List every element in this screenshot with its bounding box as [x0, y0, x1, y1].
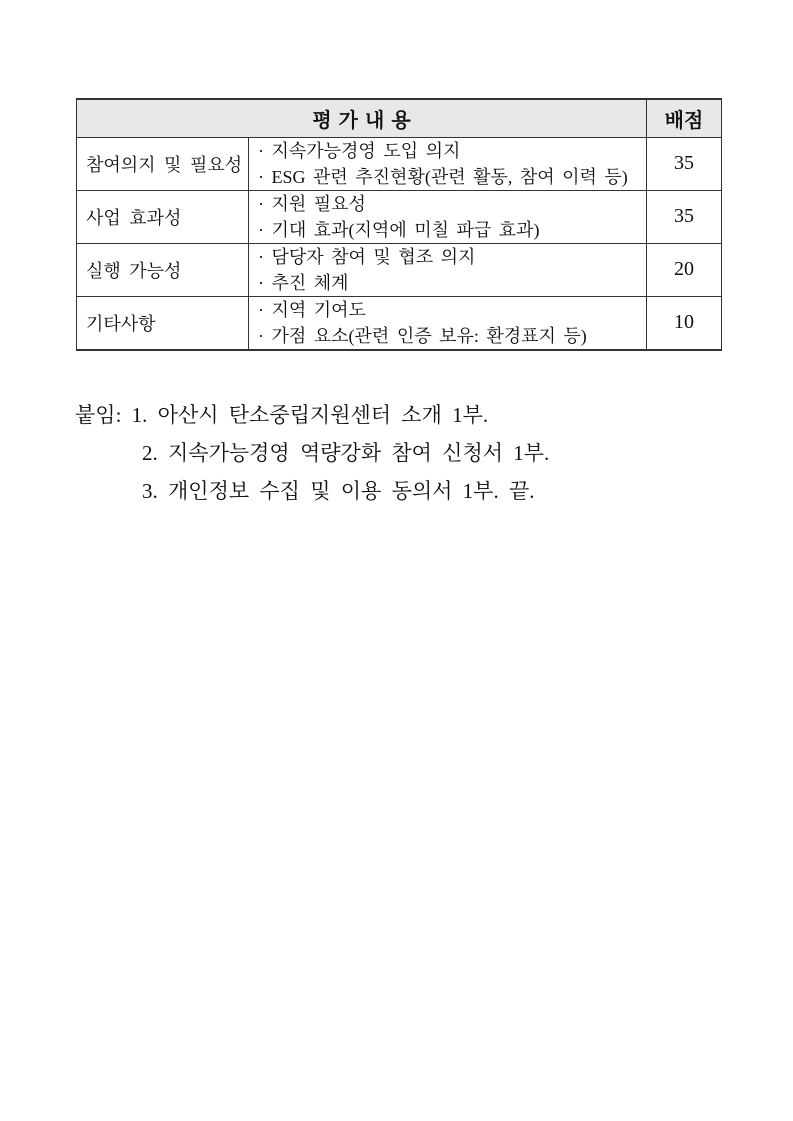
- detail-line: · 가점 요소(관련 인증 보유: 환경표지 등): [258, 325, 587, 346]
- detail-line: · ESG 관련 추진현황(관련 활동, 참여 이력 등): [258, 166, 628, 187]
- table-header-score: 배점: [647, 99, 722, 137]
- details-cell: [249, 137, 647, 190]
- table-row-etc: [77, 296, 722, 350]
- details-cell: [249, 190, 647, 243]
- category-cell: 기타사항: [77, 296, 249, 350]
- detail-line: · 추진 체계: [258, 272, 349, 293]
- details-cell: [249, 296, 647, 350]
- attachment-line-1: 붙임: 1. 아산시 탄소중립지원센터 소개 1부.: [75, 403, 489, 427]
- table-header-row: [77, 99, 722, 137]
- attachment-line-2: 2. 지속가능경영 역량강화 참여 신청서 1부.: [142, 441, 550, 465]
- table-row-participation: [77, 137, 722, 190]
- score-cell: 35: [647, 137, 722, 190]
- table-header-evaluation-content: 평 가 내 용: [77, 99, 647, 137]
- table-row-effectiveness: [77, 190, 722, 243]
- score-cell: 10: [647, 296, 722, 350]
- score-cell: 20: [647, 243, 722, 296]
- category-cell: 참여의지 및 필요성: [77, 137, 249, 190]
- detail-line: · 기대 효과(지역에 미칠 파급 효과): [258, 219, 540, 240]
- category-cell: 사업 효과성: [77, 190, 249, 243]
- table-row-feasibility: [77, 243, 722, 296]
- evaluation-table: [76, 98, 722, 351]
- details-cell: [249, 243, 647, 296]
- detail-line: · 지원 필요성: [258, 193, 366, 214]
- detail-line: · 지역 기여도: [258, 299, 366, 320]
- score-cell: 35: [647, 190, 722, 243]
- detail-line: · 담당자 참여 및 협조 의지: [258, 246, 476, 267]
- attachment-line-3: 3. 개인정보 수집 및 이용 동의서 1부. 끝.: [142, 479, 535, 503]
- category-cell: 실행 가능성: [77, 243, 249, 296]
- detail-line: · 지속가능경영 도입 의지: [258, 140, 461, 161]
- attachments-block: [75, 396, 549, 510]
